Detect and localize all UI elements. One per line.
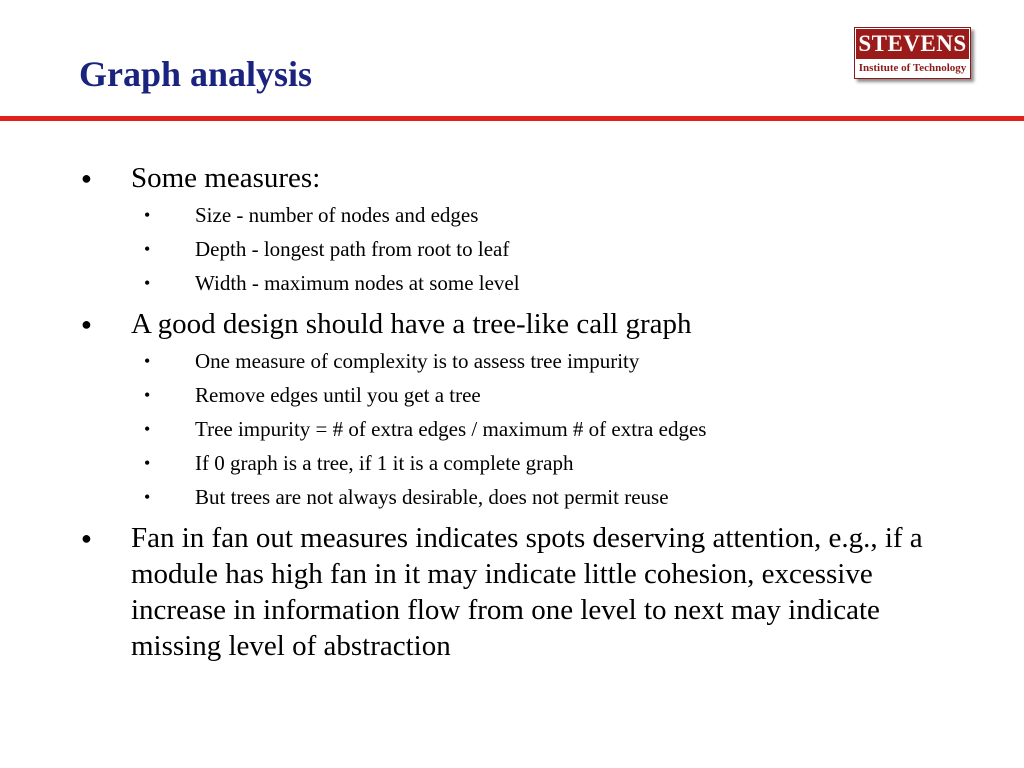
sub-bullet-item: Remove edges until you get a tree — [195, 383, 481, 407]
title-divider — [0, 116, 1024, 121]
logo-subtitle: Institute of Technology — [858, 62, 967, 74]
slide-title: Graph analysis — [79, 54, 313, 94]
sub-bullet-item: Width - maximum nodes at some level — [195, 271, 520, 295]
bullet-dot-icon: ● — [81, 168, 92, 188]
sub-bullet-icon: • — [144, 205, 151, 225]
sub-bullet-icon: • — [144, 453, 151, 473]
sub-bullet-icon: • — [144, 419, 151, 439]
sub-bullet-item: But trees are not always desirable, does not permit reuse — [195, 485, 669, 509]
sub-bullet-item: Depth - longest path from root to leaf — [195, 237, 510, 261]
sub-bullet-icon: • — [144, 351, 151, 371]
stevens-logo — [854, 27, 971, 79]
sub-bullet-item: Size - number of nodes and edges — [195, 203, 479, 227]
bullet-some-measures: Some measures: — [131, 162, 321, 194]
sub-bullet-icon: • — [144, 385, 151, 405]
bullet-dot-icon: ● — [81, 314, 92, 334]
sub-bullet-item: One measure of complexity is to assess tree impurity — [195, 349, 640, 373]
sub-bullet-item: If 0 graph is a tree, if 1 it is a complete graph — [195, 451, 574, 475]
logo-wordmark: STEVENS — [856, 29, 969, 59]
sub-bullet-icon: • — [144, 273, 151, 293]
bullet-dot-icon: ● — [81, 528, 92, 548]
bullet-fan-in-fan-out: Fan in fan out measures indicates spots deserving attention, e.g., if a module has high fan in it may indicate little cohesion, excessive increase in information flow from one level to next may indicate missing level of abstraction — [131, 522, 923, 662]
bullet-good-design: A good design should have a tree-like call graph — [131, 308, 692, 340]
sub-bullet-icon: • — [144, 487, 151, 507]
sub-bullet-item: Tree impurity = # of extra edges / maximum # of extra edges — [195, 417, 707, 441]
sub-bullet-icon: • — [144, 239, 151, 259]
